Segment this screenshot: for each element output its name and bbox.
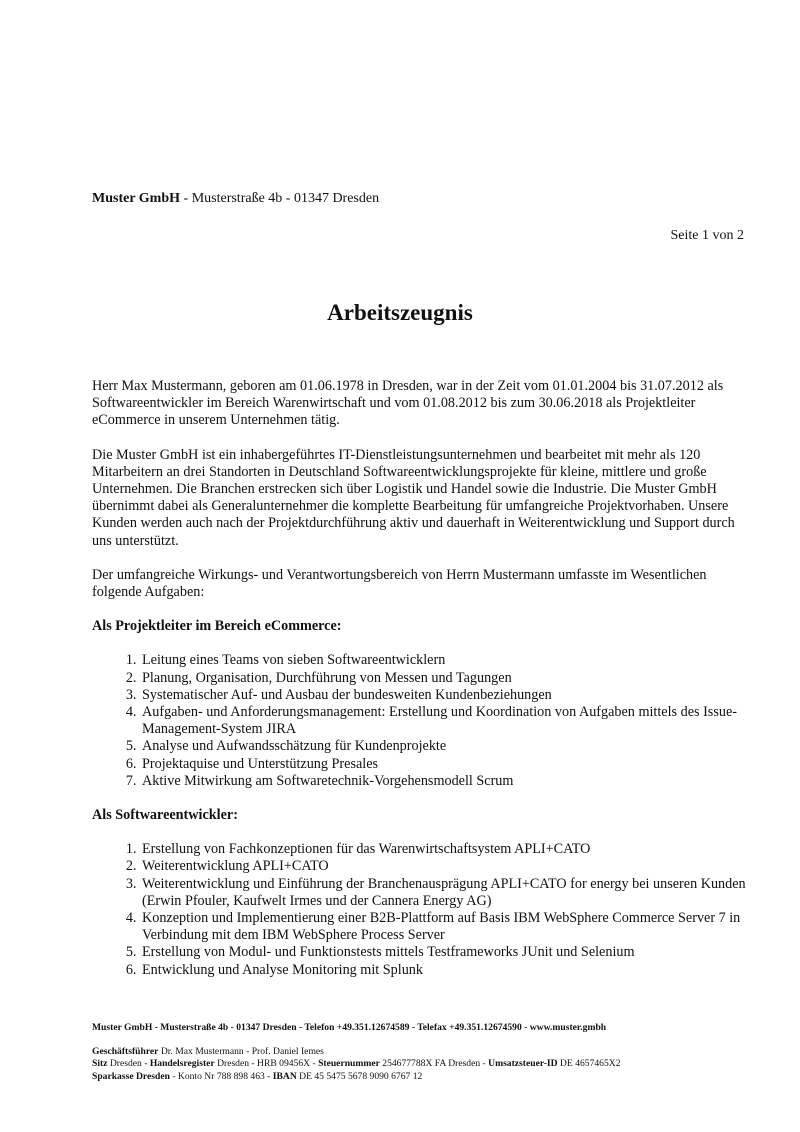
- sender-separator: -: [180, 191, 192, 206]
- section-title-project-lead: Als Projektleiter im Bereich eCommerce:: [92, 618, 342, 635]
- footer-vat-label: Umsatzsteuer-ID: [488, 1058, 558, 1070]
- list-item: 4. Aufgaben- und Anforderungsmanagement: Erstellung und Koordination von Aufgaben mittels des Issue-Management-System JIRA: [140, 704, 752, 738]
- footer-iban-label: IBAN: [272, 1070, 297, 1082]
- list-item: 5. Analyse und Aufwandsschätzung für Kundenprojekte: [140, 738, 752, 755]
- footer-registry-line: [92, 1058, 752, 1070]
- footer-register-label: Handelsregister: [149, 1058, 215, 1070]
- list-item: 1. Leitung eines Teams von sieben Softwareentwicklern: [140, 652, 752, 669]
- footer-seat-value: Dresden -: [107, 1058, 150, 1070]
- project-lead-task-list: [92, 652, 752, 790]
- list-item: 5. Erstellung von Modul- und Funktionstests mittels Testframeworks JUnit und Selenium: [140, 944, 752, 961]
- list-item: 3. Weiterentwicklung und Einführung der Branchenausprägung APLI+CATO for energy bei unseren Kunden (Erwin Pfouler, Kaufwelt Irmes und der Cannera Energy AG): [140, 876, 752, 910]
- footer-tax-label: Steuernummer: [318, 1058, 380, 1070]
- list-item: 2. Planung, Organisation, Durchführung von Messen und Tagungen: [140, 670, 752, 687]
- list-item: 6. Projektaquise und Unterstützung Presales: [140, 756, 752, 773]
- list-item: 1. Erstellung von Fachkonzeptionen für das Warenwirtschaftsystem APLI+CATO: [140, 841, 752, 858]
- document-title: Arbeitszeugnis: [327, 300, 473, 325]
- footer-vat-value: DE 4657465X2: [557, 1058, 621, 1070]
- sender-company: Muster GmbH: [92, 191, 181, 206]
- sender-line: [92, 191, 379, 207]
- list-item: 7. Aktive Mitwirkung am Softwaretechnik-Vorgehensmodell Scrum: [140, 773, 752, 790]
- footer-iban-value: DE 45 5475 5678 9090 6767 12: [296, 1070, 423, 1082]
- intro-paragraph: Herr Max Mustermann, geboren am 01.06.1978 in Dresden, war in der Zeit vom 01.01.2004 bis 31.07.2012 als Softwareentwickler im Bereich Warenwirtschaft und vom 01.08.2012 bis zum 30.06.2018 als Projektleiter eCommerce in unserem Unternehmen tätig.: [92, 378, 724, 429]
- footer-register-value: Dresden - HRB 09456X -: [214, 1058, 319, 1070]
- footer-management-value: Dr. Max Mustermann - Prof. Daniel Iemes: [158, 1046, 324, 1058]
- section-title-developer: Als Softwareentwickler:: [92, 807, 238, 824]
- page-number: Seite 1 von 2: [670, 228, 744, 243]
- tasks-intro-paragraph: Der umfangreiche Wirkungs- und Verantwortungsbereich von Herrn Mustermann umfasste im Wesentlichen folgende Aufgaben:: [92, 566, 707, 601]
- footer-tax-value: 254677788X FA Dresden -: [379, 1058, 489, 1070]
- list-item: 4. Konzeption und Implementierung einer B2B-Plattform auf Basis IBM WebSphere Commerce Server 7 in Verbindung mit dem IBM WebSphere Process Server: [140, 910, 752, 944]
- footer-bank-label: Sparkasse Dresden: [92, 1070, 170, 1082]
- footer-management-line: [92, 1046, 752, 1058]
- document-body: [92, 378, 752, 996]
- footer-management-label: Geschäftsführer: [92, 1046, 159, 1058]
- list-item: 2. Weiterentwicklung APLI+CATO: [140, 858, 752, 875]
- document-footer: [92, 1022, 752, 1083]
- footer-seat-label: Sitz: [92, 1058, 108, 1070]
- company-paragraph: Die Muster GmbH ist ein inhabergeführtes IT-Dienstleistungsunternehmen und bearbeitet mit mehr als 120 Mitarbeitern an drei Standorten in Deutschland Softwareentwicklungsprojekte für kleine, mittlere und große Unternehmen. Die Branchen erstrecken sich über Logistik und Handel sowie die Industrie. Die Muster GmbH übernimmt dabei als Generalunternehmer die komplette Bearbeitung für umfangreiche Projektvorhaben. Unsere Kunden werden auch nach der Projektdurchführung aktiv und dauerhaft in Weiterentwicklung und Support durch uns unterstützt.: [92, 446, 735, 549]
- footer-bank-line: [92, 1071, 752, 1083]
- list-item: 3. Systematischer Auf- und Ausbau der bundesweiten Kundenbeziehungen: [140, 687, 752, 704]
- footer-contact-line: Muster GmbH - Musterstraße 4b - 01347 Dresden - Telefon +49.351.12674589 - Telefax +49.351.12674590 - www.muster.gmbh: [92, 1022, 607, 1033]
- developer-task-list: [92, 841, 752, 979]
- footer-bank-value: - Konto Nr 788 898 463 -: [169, 1070, 273, 1082]
- sender-address: Musterstraße 4b - 01347 Dresden: [191, 191, 380, 206]
- list-item: 6. Entwicklung und Analyse Monitoring mit Splunk: [140, 962, 752, 979]
